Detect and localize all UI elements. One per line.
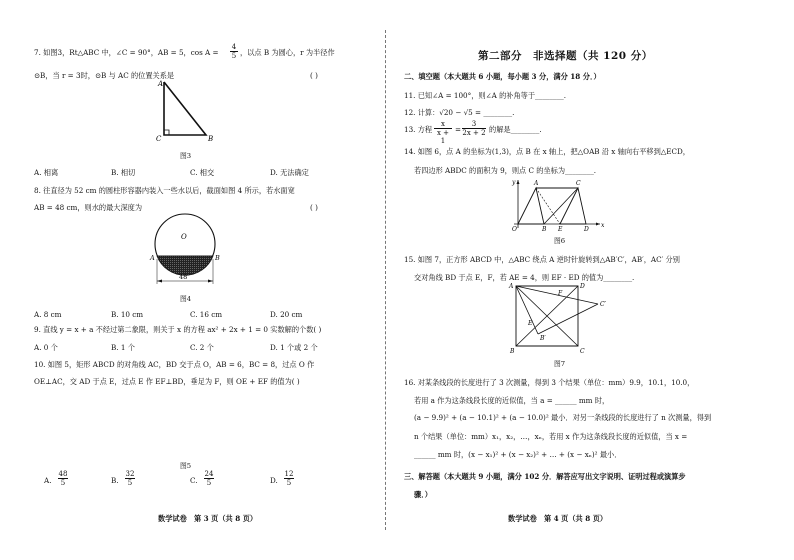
svg-text:E: E [528, 320, 533, 327]
q9-line1: 9. 直线 y = x + a 不经过第二象限，则关于 x 的方程 ax² + 2x + 1 = 0 实数解的个数( ) [34, 325, 322, 334]
q14-line2: 若四边形 ABDC 的面积为 9，则点 C 的坐标为________. [414, 166, 597, 175]
svg-text:A: A [534, 180, 539, 187]
svg-text:B′: B′ [540, 335, 546, 342]
fig7-caption: 图7 [554, 360, 566, 368]
fig3-label-c: C [156, 135, 162, 143]
svg-text:C: C [576, 180, 581, 187]
q7-frac-den: 5 [231, 52, 237, 60]
part-two-title: 第二部分 非选择题（共 120 分） [478, 50, 653, 62]
q11: 11. 已知∠A = 100°，则∠A 的补角等于________. [404, 91, 567, 100]
q14-line1: 14. 如图 6，点 A 的坐标为(1,3)，点 B 在 x 轴上，把△OAB 沿 x 轴向右平移到△ECD， [404, 147, 690, 156]
q7-fraction [230, 43, 238, 60]
q10-line1: 10. 如图 5，矩形 ABCD 的对角线 AC，BD 交于点 O，AB = 6，BC = 8，过点 O 作 [34, 360, 315, 369]
q10-option-b-letter: B. [111, 476, 119, 485]
q10-option-b-frac: $\frac{32}{5}$ [125, 470, 135, 487]
q12: 12. 计算：√20 − √5 = ________. [404, 108, 515, 117]
fig7-segment-ac2 [516, 286, 598, 304]
q7-answer-paren: ( ) [310, 71, 318, 80]
q13-suffix: 的解是________. [489, 125, 542, 134]
q15-line1: 15. 如图 7，正方形 ABCD 中，△ABC 绕点 A 逆时针旋转到△AB′C′，AB′，AC′ 分别 [404, 255, 680, 264]
right-page [398, 0, 794, 560]
q8-answer-paren: ( ) [310, 203, 318, 212]
q7-line1 [34, 48, 219, 57]
left-footer: 数学试卷 第 3 页（共 8 页） [158, 514, 258, 523]
fig4-label-b: B [215, 254, 220, 262]
q7-frac-num: 4 [231, 43, 237, 51]
section-three-heading-cont: 骤．） [414, 490, 432, 499]
svg-text:B: B [510, 348, 515, 355]
svg-text:x: x [601, 222, 605, 229]
svg-text:D: D [580, 283, 585, 290]
fig4-label-width: 48 [179, 273, 188, 281]
q7-option-d: D. 无法确定 [270, 168, 309, 177]
fig3-triangle [150, 80, 220, 142]
left-page [0, 0, 385, 560]
fig3-label-b: B [208, 135, 214, 143]
svg-text:C′: C′ [600, 301, 606, 308]
svg-text:F: F [558, 290, 563, 297]
q8-option-c: C. 16 cm [190, 310, 223, 319]
q7-option-b: B. 相切 [111, 168, 136, 177]
q9-option-b: B. 1 个 [111, 343, 135, 352]
q13-prefix: 13. 方程 [404, 125, 433, 134]
fig5-caption: 图5 [180, 462, 192, 470]
q13-fraction-left: $\frac{x}{x + 1}$ [434, 120, 452, 145]
q9-option-a: A. 0 个 [34, 343, 58, 352]
q7-option-a: A. 相离 [34, 168, 59, 177]
fig6-coordinate-figure [508, 176, 608, 232]
q16-line5: ______ mm 时，(x − x₁)² + (x − x₂)² + … + (x − xₙ)² 最小． [414, 450, 622, 459]
q10-option-c-letter: C. [190, 476, 198, 485]
fig6-triangle-oab [518, 188, 544, 224]
svg-text:A: A [509, 283, 514, 290]
fig4-label-a: A [150, 254, 155, 262]
fig3-triangle-path [164, 82, 206, 135]
q7-text: 7. 如图3，Rt△ABC 中，∠C = 90°，AB = 5，cos A = [34, 48, 219, 57]
svg-text:y: y [512, 179, 516, 186]
section-two-heading: 二、填空题（本大题共 6 小题，每小题 3 分，满分 18 分．） [404, 72, 601, 81]
fig7-segment-b2c2 [538, 304, 598, 334]
q16-line3: (a − 9.9)² + (a − 10.1)² + (a − 10.0)² 最小．对另一条线段的长度进行了 n 次测量，得到 [414, 413, 712, 422]
q7-line1-tail: ，以点 B 为圆心，r 为半径作 [240, 48, 335, 57]
right-footer: 数学试卷 第 4 页（共 8 页） [508, 514, 608, 523]
q8-line2: AB = 48 cm，则水的最大深度为 [34, 203, 143, 212]
q15-line2: 交对角线 BD 于点 E，F，若 AE = 4，则 EF · ED 的值为________. [414, 273, 635, 282]
q10-line2: OE⊥AC，交 AD 于点 E，过点 E 作 EF⊥BD，垂足为 F，则 OE + EF 的值为( ) [34, 377, 300, 386]
fig4-label-o: O [181, 233, 187, 241]
svg-text:E: E [558, 226, 563, 233]
svg-text:D: D [584, 226, 589, 233]
q10-option-a-letter: A. [44, 476, 52, 485]
q13-fraction-right: $\frac{3}{2x + 2}$ [462, 120, 486, 137]
fig4-circle [148, 210, 228, 292]
fig6-caption: 图6 [554, 237, 566, 245]
q7-line2: ⊙B，当 r = 3时，⊙B 与 AC 的位置关系是 [34, 71, 175, 80]
q10-option-a-frac: $\frac{48}{5}$ [58, 470, 68, 487]
q16-line2: 若用 a 作为这条线段长度的近似值，当 a = ______ mm 时， [414, 396, 610, 405]
q16-line4: n 个结果（单位：mm）x₁，x₂，…，xₙ，若用 x 作为这条线段长度的近似值，当 x = [414, 432, 688, 441]
fig3-label-a: A [158, 80, 164, 88]
q9-option-c: C. 2 个 [190, 343, 214, 352]
q7-option-c: C. 相交 [190, 168, 215, 177]
q10-option-c-frac: $\frac{24}{5}$ [204, 470, 214, 487]
fig7-segment-ab2 [516, 286, 538, 334]
q13-equals: = [455, 125, 462, 134]
fig6-segment-bc [544, 188, 578, 224]
svg-text:C: C [580, 348, 585, 355]
svg-text:B: B [542, 226, 547, 233]
q8-line1: 8. 往直径为 52 cm 的圆柱形容器内装入一些水以后，截面如图 4 所示，若水面宽 [34, 186, 295, 195]
q16-line1: 16. 对某条线段的长度进行了 3 次测量，得到 3 个结果（单位：mm）9.9，10.1，10.0， [404, 378, 695, 387]
svg-text:O: O [512, 226, 517, 233]
q8-option-d: D. 20 cm [270, 310, 303, 319]
q9-option-d: D. 1 个或 2 个 [270, 343, 318, 352]
q10-option-d-frac: $\frac{12}{5}$ [284, 470, 294, 487]
fig7-square-figure [508, 282, 618, 354]
q8-option-a: A. 8 cm [34, 310, 62, 319]
page-divider [385, 30, 386, 530]
q10-option-d-letter: D. [270, 476, 278, 485]
fig3-caption: 图3 [180, 152, 192, 160]
q8-option-b: B. 10 cm [111, 310, 144, 319]
fig4-caption: 图4 [180, 295, 192, 303]
section-three-heading: 三、解答题（本大题共 9 小题，满分 102 分．解答应写出文字说明、证明过程或演算步 [404, 472, 686, 481]
